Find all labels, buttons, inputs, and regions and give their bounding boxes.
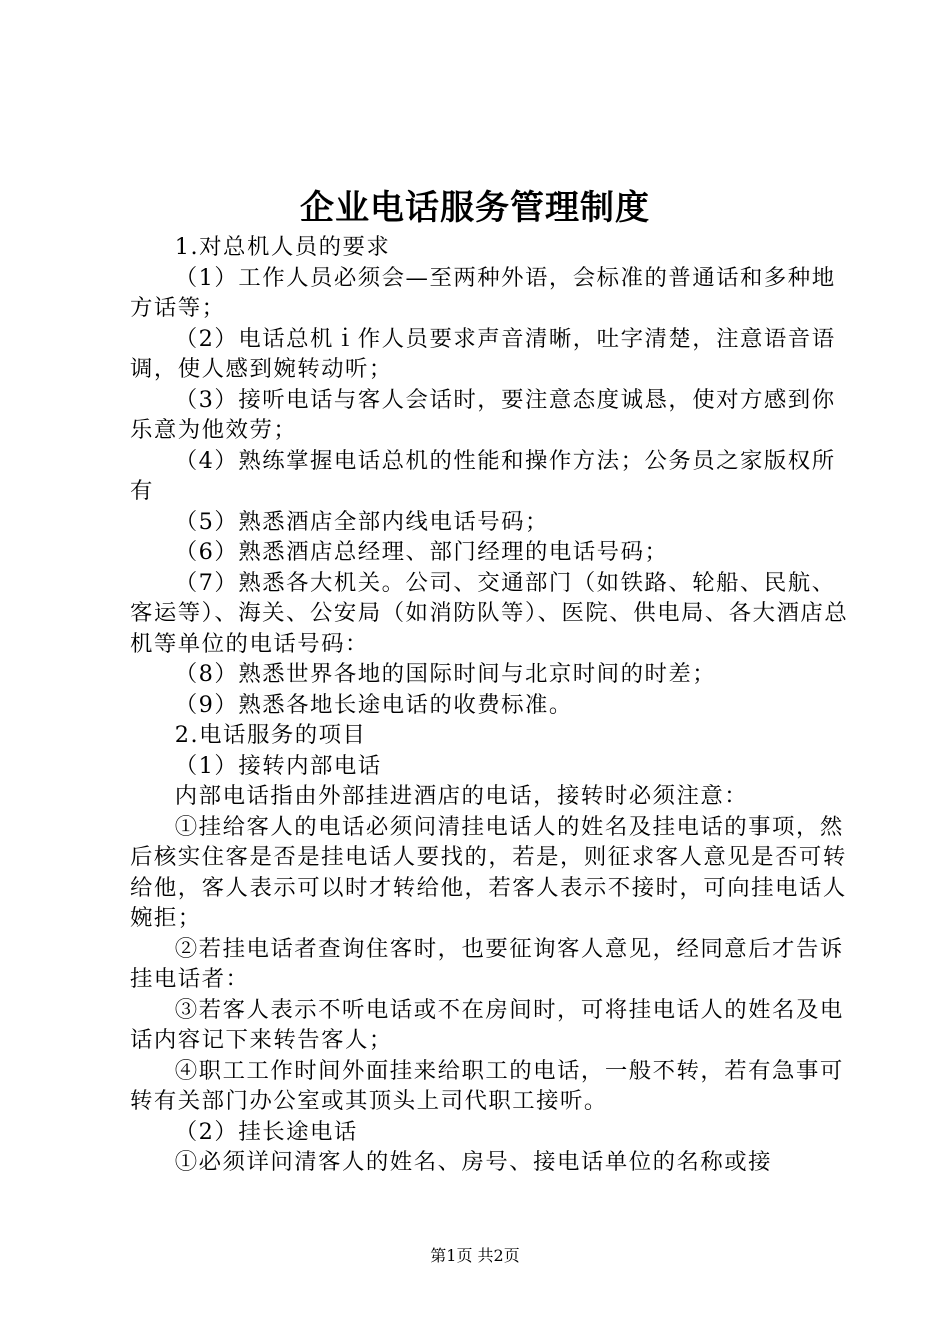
paragraph: （9）熟悉各地长途电话的收费标准。 xyxy=(174,691,573,718)
paragraph: ①挂给客人的电话必须问清挂电话人的姓名及挂电话的事项，然后核实住客是否是挂电话人要找的，若是，则征求客人意见是否可转给他，客人表示可以时才转给他，若客人表示不接时，可向挂电话人婉拒； xyxy=(130,813,847,931)
paragraph: （4）熟练掌握电话总机的性能和操作方法；公务员之家版权所有 xyxy=(130,447,836,504)
paragraph: ①必须详问清客人的姓名、房号、接电话单位的名称或接 xyxy=(174,1149,773,1175)
document-title: 企业电话服务管理制度 xyxy=(300,188,650,228)
paragraph: 1.对总机人员的要求 xyxy=(174,234,391,260)
paragraph: ③若客人表示不听电话或不在房间时，可将挂电话人的姓名及电话内容记下来转告客人； xyxy=(130,996,844,1053)
paragraph: （1）工作人员必须会—至两种外语，会标准的普通话和多种地方话等； xyxy=(130,264,836,321)
paragraph: （7）熟悉各大机关。公司、交通部门（如铁路、轮船、民航、客运等）、海关、公安局（如消防队等）、医院、供电局、各大酒店总机等单位的电话号码： xyxy=(130,569,849,657)
paragraph: 2.电话服务的项目 xyxy=(174,722,367,748)
paragraph: 内部电话指由外部挂进酒店的电话，接转时必须注意： xyxy=(174,783,749,809)
paragraph: （2）电话总机ｉ作人员要求声音清晰，吐字清楚，注意语音语调，使人感到婉转动听； xyxy=(130,325,836,382)
paragraph: （8）熟悉世界各地的国际时间与北京时间的时差； xyxy=(174,661,717,687)
paragraph: （2）挂长途电话 xyxy=(174,1118,358,1145)
paragraph: （5）熟悉酒店全部内线电话号码； xyxy=(174,508,549,535)
paragraph: ④职工工作时间外面挂来给职工的电话，一般不转，若有急事可转有关部门办公室或其顶头上司代职工接听。 xyxy=(130,1057,844,1114)
paragraph: （3）接听电话与客人会话时，要注意态度诚恳，使对方感到你乐意为他效劳； xyxy=(130,386,836,443)
document-body xyxy=(130,232,850,1178)
paragraph: （6）熟悉酒店总经理、部门经理的电话号码； xyxy=(174,539,669,565)
paragraph: ②若挂电话者查询住客时，也要征询客人意见，经同意后才告诉挂电话者： xyxy=(130,935,844,992)
paragraph: （1）接转内部电话 xyxy=(174,752,382,779)
page-footer: 第1页 共2页 xyxy=(430,1246,520,1265)
